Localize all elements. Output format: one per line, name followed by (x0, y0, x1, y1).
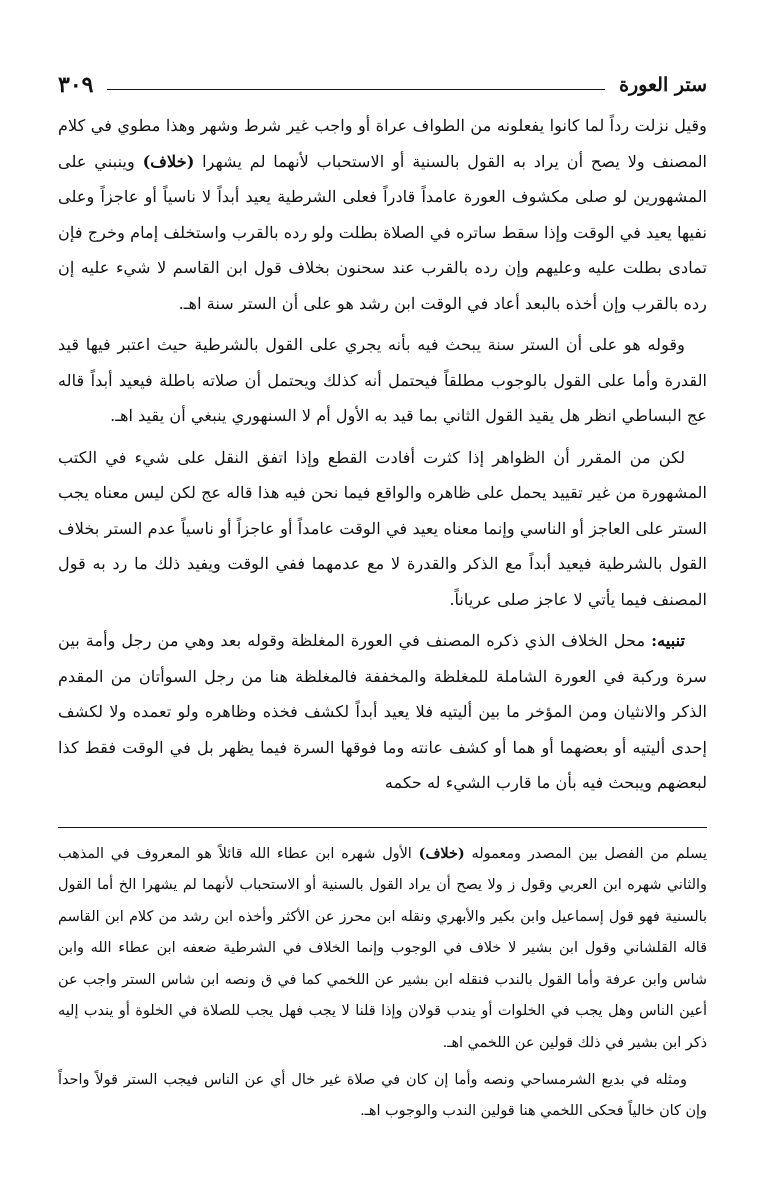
footnote-1 (58, 838, 707, 1060)
paragraph-4-text: محل الخلاف الذي ذكره المصنف في العورة المغلظة وقوله بعد وهي من رجل وأمة بين سرة وركبة في العورة الشاملة للمغلظة والمخففة فالمغلظة هنا من رجل السوأتان من المقدم الذكر والانثيان ومن المؤخر ما بين أليتيه فلا يعيد أبداً لكشف فخذه وظاهره ولو تعمده ولا لكشف إحدى أليتيه أو بعضهما أو هما أو كشف عانته وما فوقها السرة فيما يظهر بل في الوقت فقط كذا لبعضهم ويبحث فيه بأن ما قارب الشيء له حكمه (58, 631, 707, 792)
footnote-2: ومثله في بديع الشرمساحي ونصه وأما إن كان في صلاة غير خال أي عن الناس فيجب الستر قولاً واحداً وإن كان خالياً فحكى اللخمي هنا قولين الندب والوجوب اهـ. (58, 1071, 707, 1120)
main-text (58, 108, 707, 801)
page-number: ٣٠٩ (58, 72, 94, 98)
paragraph-1 (58, 108, 707, 321)
tanbih-label: تنبيه: (651, 631, 685, 650)
paragraph-1-text: وقيل نزلت رداً لما كانوا يفعلونه من الطواف عراة أو واجب غير شرط وشهر وهذا مطوي في كلام المصنف ولا يصح أن يراد به القول بالسنية أو الاستحباب لأنهما لم يشهرا (58, 116, 708, 171)
footnote-khilaf-keyword: (خلاف) (418, 844, 465, 862)
running-title: ستر العورة (619, 74, 707, 96)
footnotes (58, 838, 707, 1128)
paragraph-3: لكن من المقرر أن الظواهر إذا كثرت أفادت القطع وإذا اتفق النقل على شيء في الكتب المشهورة من غير تقييد يحمل على ظاهره والواقع فيما نحن فيه هذا قاله عج لكن ليس معناه يجب الستر على العاجز أو الناسي وإنما معناه يعيد في الوقت عامداً أو عاجزاً أو ناسياً عدم الستر بخلاف القول بالشرطية فيعيد أبداً مع الذكر والقدرة لا مع عدمهما ففي الوقت ويفيد ذلك ما رد به قول المصنف فيما يأتي لا عاجز صلى عرياناً. (58, 447, 707, 609)
paragraph-4 (58, 623, 707, 801)
paragraph-2: وقوله هو على أن الستر سنة يبحث فيه بأنه يجري على القول بالشرطية حيث اعتبر فيها قيد القدرة وأما على القول بالوجوب مطلقاً فيحتمل أنه كذلك ويحتمل أن صلاته باطلة فيعيد أبداً قاله عج البساطي انظر هل يقيد القول الثاني بما قيد به الأول أم لا السنهوري ينبغي أن يقيد اهـ. (58, 335, 707, 425)
footnote-1-intro: يسلم من الفصل بين المصدر ومعموله (471, 845, 708, 862)
footnote-1-text: الأول شهره ابن عطاء الله قائلاً هو المعروف في المذهب والثاني شهره ابن العربي وقول ز ولا يصح أن يراد القول بالسنية أو الاستحباب لأنهما لم يشهرا الخ أما القول بالسنية فهو قول إسماعيل وابن بكير والأبهري ونقله ابن محرز عن الأكثر وأخذه ابن رشد من كلام ابن القاسم قاله القلشاني وقول ابن بشير لا خلاف في الوجوب وإنما الخلاف في الشرطية ضعفه ابن عطاء الله وابن شاس وابن عرفة وأما القول بالندب فنقله ابن بشير عن اللخمي كما في ق ونصه ابن شاس الستر واجب عن أعين الناس وهل يجب في الخلوات أو يندب قولان وإذا قلنا لا يجب فهل يجب للصلاة في الخلوة أو يندب إليه ذكر ابن بشير في ذلك قولين عن اللخمي اهـ. (58, 845, 707, 1052)
header-rule (107, 89, 605, 90)
khilaf-keyword: (خلاف) (142, 151, 195, 171)
running-header (58, 62, 707, 108)
paragraph-1-rest: وينبني على المشهورين لو صلى مكشوف العورة عامداً قادراً فعلى الشرطية يعيد أبداً لا ناسياً أو عاجزاً وعلى نفيها يعيد في الوقت وإذا سقط ساتره في الصلاة بطلت ولو رده بالقرب واستخلف إمام وخرج فإن تمادى بطلت عليه وعليهم وإن رده بالقرب عند سحنون بخلاف قول ابن القاسم لا شيء عليه إن رده بالقرب وإن أخذه بالبعد أعاد في الوقت ابن رشد هو على أن الستر سنة اهـ. (58, 151, 707, 313)
footnote-separator (58, 827, 707, 828)
